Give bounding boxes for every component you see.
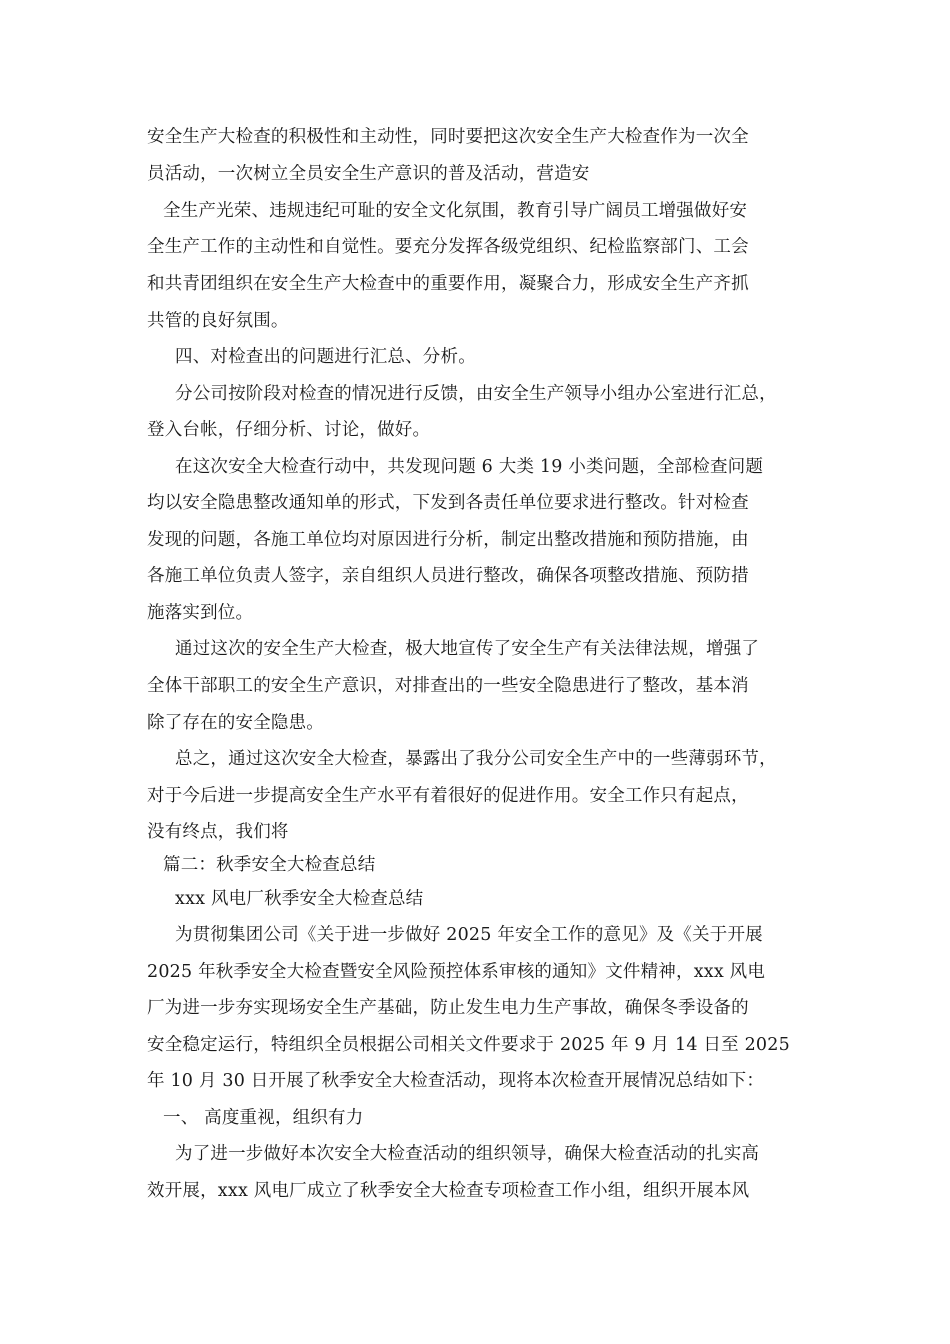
text-line: 登入台帐，仔细分析、讨论，做好。 (147, 420, 431, 440)
text-line: 为贯彻集团公司《关于进一步做好 2025 年安全工作的意见》及《关于开展 (175, 925, 763, 945)
document-title: xxx 风电厂秋季安全大检查总结 (175, 889, 424, 909)
text-line: 发现的问题，各施工单位均对原因进行分析，制定出整改措施和预防措施，由 (147, 530, 749, 550)
text-line: 员活动，一次树立全员安全生产意识的普及活动，营造安 (147, 164, 590, 184)
text-line: 各施工单位负责人签字，亲自组织人员进行整改，确保各项整改措施、预防措 (147, 566, 749, 586)
text-line: 均以安全隐患整改通知单的形式，下发到各责任单位要求进行整改。针对检查 (147, 493, 749, 513)
text-line: 安全生产大检查的积极性和主动性，同时要把这次安全生产大检查作为一次全 (147, 127, 749, 147)
section-heading: 一、 高度重视，组织有力 (163, 1108, 364, 1128)
text-line: 分公司按阶段对检查的情况进行反馈，由安全生产领导小组办公室进行汇总， (175, 384, 777, 404)
text-line: 为了进一步做好本次安全大检查活动的组织领导，确保大检查活动的扎实高 (175, 1144, 760, 1164)
text-line: 共管的良好氛围。 (147, 311, 289, 331)
text-line: 全生产光荣、违规违纪可耻的安全文化氛围，教育引导广阔员工增强做好安 (163, 201, 748, 221)
text-line: 通过这次的安全生产大检查，极大地宣传了安全生产有关法律法规，增强了 (175, 639, 760, 659)
text-line: 对于今后进一步提高安全生产水平有着很好的促进作用。安全工作只有起点， (147, 786, 749, 806)
text-line: 安全稳定运行，特组织全员根据公司相关文件要求于 2025 年 9 月 14 日至 2025 (147, 1035, 790, 1055)
text-line: 厂为进一步夯实现场安全生产基础，防止发生电力生产事故，确保冬季设备的 (147, 998, 749, 1018)
text-line: 年 10 月 30 日开展了秋季安全大检查活动，现将本次检查开展情况总结如下： (147, 1071, 765, 1091)
text-line: 全体干部职工的安全生产意识，对排查出的一些安全隐患进行了整改，基本消 (147, 676, 749, 696)
text-line: 和共青团组织在安全生产大检查中的重要作用，凝聚合力，形成安全生产齐抓 (147, 274, 749, 294)
text-line: 全生产工作的主动性和自觉性。要充分发挥各级党组织、纪检监察部门、工会 (147, 237, 749, 257)
section-heading: 四、对检查出的问题进行汇总、分析。 (175, 347, 476, 367)
text-line: 总之，通过这次安全大检查，暴露出了我分公司安全生产中的一些薄弱环节， (175, 749, 777, 769)
text-line: 除了存在的安全隐患。 (147, 713, 324, 733)
text-line: 施落实到位。 (147, 603, 254, 623)
chapter-title: 篇二：秋季安全大检查总结 (163, 855, 376, 875)
text-line: 没有终点，我们将 (147, 822, 289, 842)
text-line: 在这次安全大检查行动中，共发现问题 6 大类 19 小类问题，全部检查问题 (175, 457, 764, 477)
text-line: 2025 年秋季安全大检查暨安全风险预控体系审核的通知》文件精神，xxx 风电 (147, 962, 766, 982)
text-line: 效开展，xxx 风电厂成立了秋季安全大检查专项检查工作小组，组织开展本风 (147, 1181, 750, 1201)
